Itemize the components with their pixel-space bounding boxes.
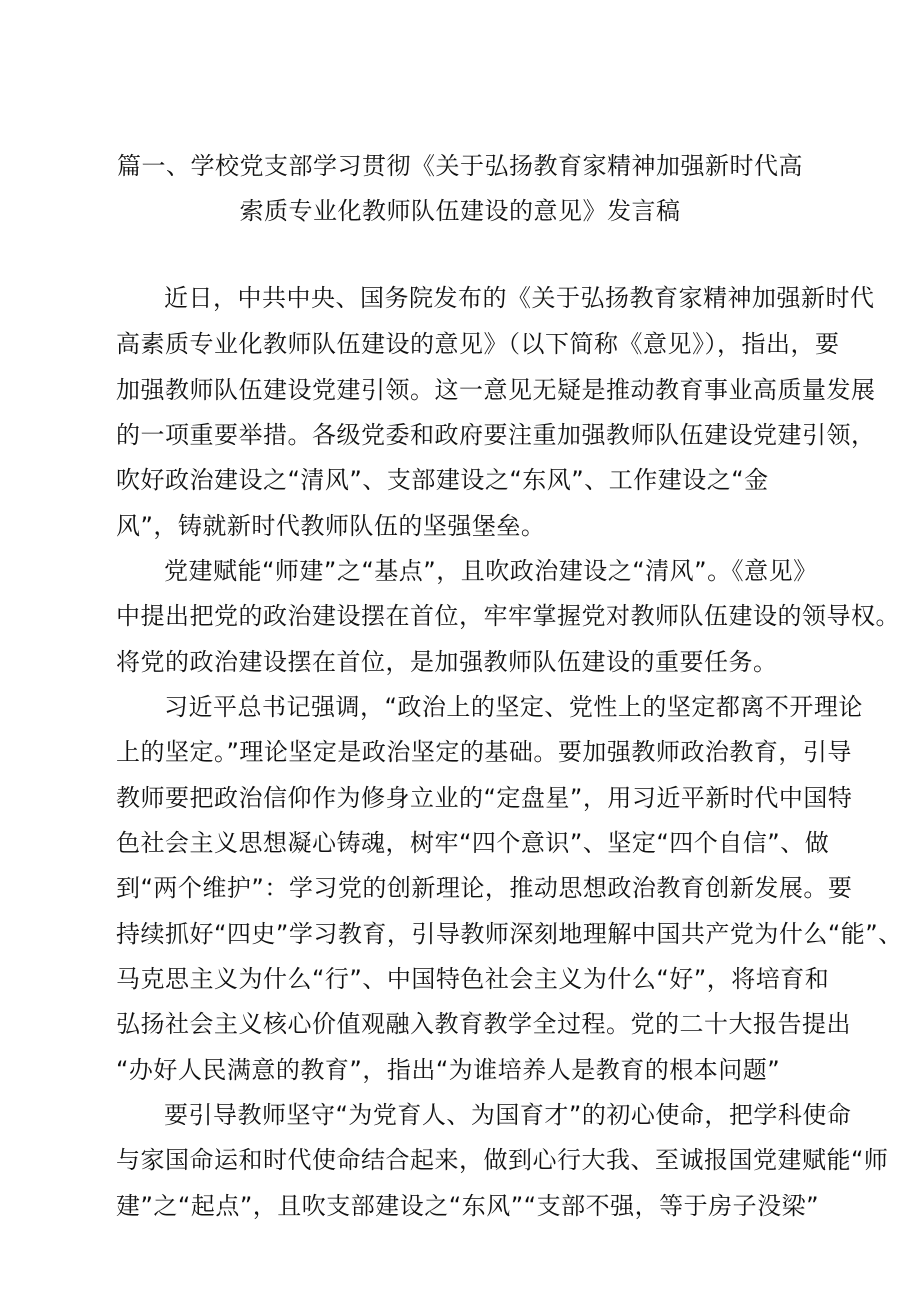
paragraph-line-15: 持续抓好“四史”学习教育，引导教师深刻地理解中国共产党为什么“能”、	[116, 920, 903, 948]
paragraph-line-13: 色社会主义思想凝心铸魂，树牢“四个意识”、坚定“四个自信”、做	[116, 829, 830, 857]
paragraph-line-19: 要引导教师坚守“为党育人、为国育才”的初心使命，把学科使命	[164, 1101, 852, 1129]
document-title-line-1: 篇一、学校党支部学习贯彻《关于弘扬教育家精神加强新时代高	[117, 152, 803, 180]
paragraph-line-2: 高素质专业化教师队伍建设的意见》（以下简称《意见》），指出，要	[116, 330, 840, 358]
paragraph-line-4: 的一项重要举措。各级党委和政府要注重加强教师队伍建设党建引领，	[116, 421, 876, 449]
document-title-line-2: 索质专业化教师队伍建设的意见》发言稿	[239, 197, 681, 225]
paragraph-line-20: 与家国命运和时代使命结合起来，做到心行大我、至诚报国党建赋能“师	[116, 1146, 889, 1174]
paragraph-line-12: 教师要把政治信仰作为修身立业的“定盘星”，用习近平新时代中国特	[116, 784, 853, 812]
paragraph-line-6: 风”，铸就新时代教师队伍的坚强堡垒。	[116, 512, 546, 540]
paragraph-line-9: 将党的政治建设摆在首位，是加强教师队伍建设的重要任务。	[116, 648, 778, 676]
paragraph-line-11: 上的坚定。”理论坚定是政治坚定的基础。要加强教师政治教育，引导	[116, 738, 852, 766]
paragraph-line-8: 中提出把党的政治建设摆在首位，牢牢掌握党对教师队伍建设的领导权。	[116, 602, 900, 630]
paragraph-line-3: 加强教师队伍建设党建引领。这一意见无疑是推动教育事业高质量发展	[116, 376, 876, 404]
paragraph-line-10: 习近平总书记强调，“政治上的坚定、党性上的坚定都离不开理论	[164, 693, 863, 721]
paragraph-line-14: 到“两个维护”：学习党的创新理论，推动思想政治教育创新发展。要	[116, 874, 853, 902]
paragraph-line-18: “办好人民满意的教育”，指出“为谁培养人是教育的根本问题”	[116, 1056, 781, 1084]
paragraph-line-17: 弘扬社会主义核心价值观融入教育教学全过程。党的二十大报告提出	[116, 1010, 851, 1038]
paragraph-line-1: 近日，中共中央、国务院发布的《关于弘扬教育家精神加强新时代	[164, 284, 875, 312]
paragraph-line-16: 马克思主义为什么“行”、中国特色社会主义为什么“好”，将培育和	[116, 965, 830, 993]
paragraph-line-21: 建”之“起点”，且吹支部建设之“东风”“支部不强，等于房子没梁”	[116, 1192, 820, 1220]
paragraph-line-7: 党建赋能“师建”之“基点”，且吹政治建设之“清风”。《意见》	[164, 557, 818, 585]
paragraph-line-5: 吹好政治建设之“清风”、支部建设之“东风”、工作建设之“金	[116, 466, 769, 494]
